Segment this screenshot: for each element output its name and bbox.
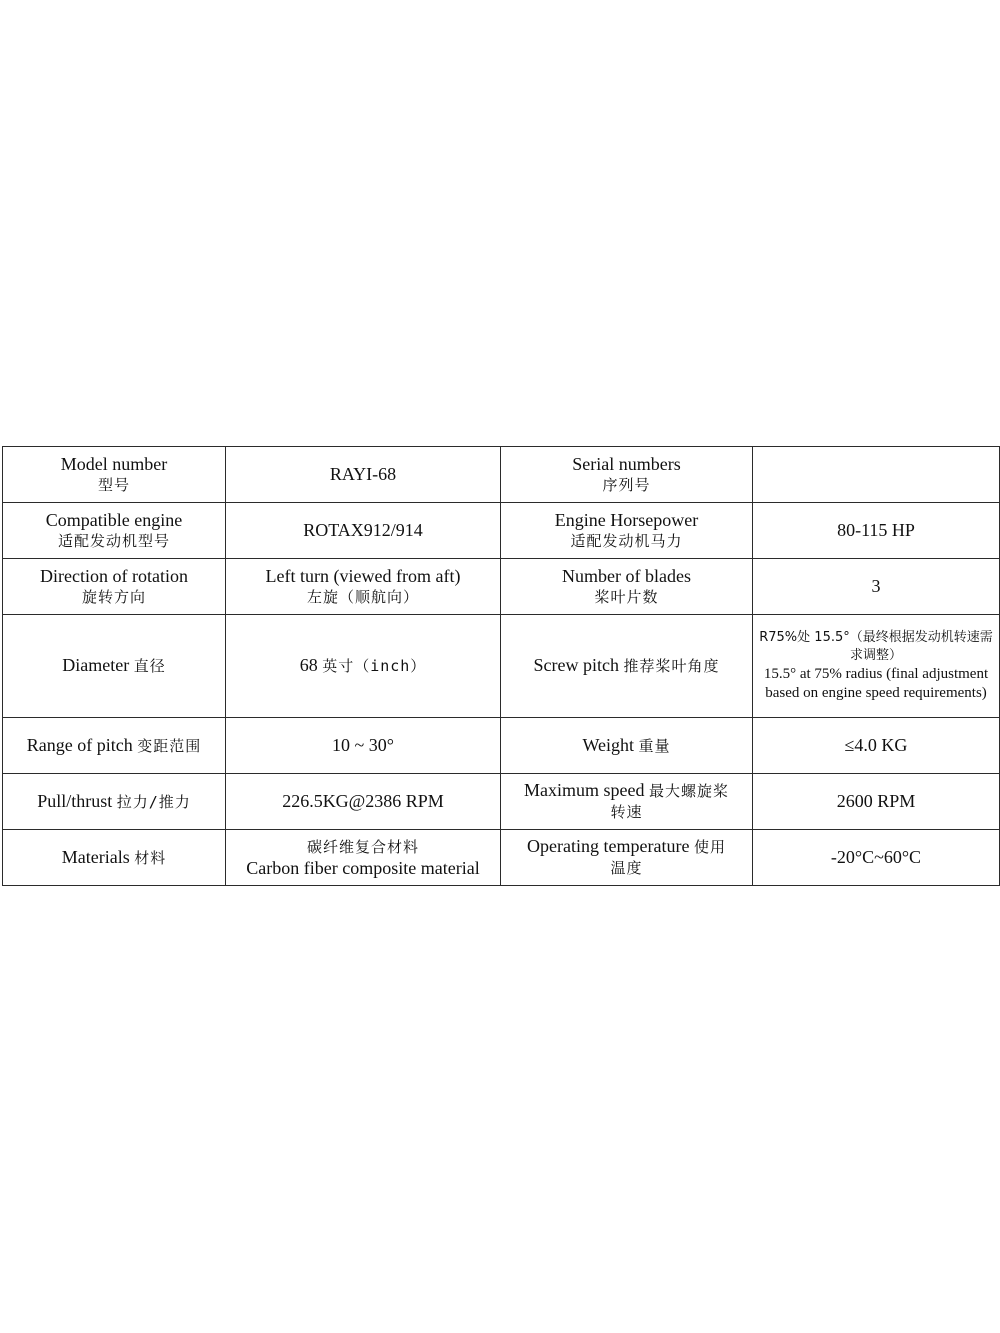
table-cell: [226, 774, 501, 830]
cell-label-en: Maximum speed: [524, 780, 645, 800]
cell-label-zh: 重量: [638, 736, 671, 755]
cell-label-zh: 拉力/推力: [116, 792, 191, 811]
cell-value: 226.5KG@2386 RPM: [282, 791, 444, 811]
table-cell: [3, 503, 226, 559]
cell-value-zh: 左旋（顺航向）: [306, 587, 419, 606]
cell-value-en: 15.5° at 75% radius (final adjustment based on engine speed requirements): [763, 666, 989, 701]
table-cell: [226, 830, 501, 886]
table-row: [3, 559, 1000, 615]
cell-label-en: Number of blades: [562, 565, 691, 586]
table-cell: [226, 615, 501, 718]
table-cell: [3, 718, 226, 774]
cell-value: 80-115 HP: [837, 520, 915, 540]
table-cell: [226, 503, 501, 559]
cell-value: 10 ~ 30°: [332, 735, 394, 755]
table-cell: [753, 447, 1000, 503]
cell-label-zh: 桨叶片数: [594, 587, 659, 606]
table-cell: [3, 774, 226, 830]
table-cell: [3, 830, 226, 886]
table-cell: [753, 774, 1000, 830]
cell-label-en: Direction of rotation: [40, 565, 188, 586]
cell-value: 2600 RPM: [836, 791, 916, 811]
cell-label-en: Materials: [61, 846, 130, 867]
cell-label-zh: 适配发动机马力: [570, 531, 683, 550]
table-cell: [3, 615, 226, 718]
table-row: [3, 615, 1000, 718]
cell-label-zh-cont: 温度: [610, 859, 643, 877]
cell-label-zh: 旋转方向: [81, 587, 146, 606]
cell-value-zh: R75%处 15.5°（最终根据发动机转速需求调整）: [759, 630, 993, 663]
cell-label-zh: 序列号: [602, 475, 651, 494]
table-cell: [501, 447, 753, 503]
cell-value-en: Carbon fiber composite material: [246, 857, 480, 878]
cell-value-en: Left turn (viewed from aft): [265, 565, 461, 586]
cell-value: -20°C~60°C: [830, 847, 922, 867]
table-cell: [753, 559, 1000, 615]
table-row: [3, 830, 1000, 886]
cell-label-en: Screw pitch: [533, 655, 619, 675]
table-cell: [501, 503, 753, 559]
table-cell: [501, 830, 753, 886]
cell-value: ROTAX912/914: [303, 520, 423, 540]
cell-label-zh: 推荐桨叶角度: [623, 657, 720, 675]
cell-label-en: Diameter: [62, 655, 130, 675]
table-cell: [226, 718, 501, 774]
cell-value: ≤4.0 KG: [844, 735, 908, 755]
table-cell: [753, 503, 1000, 559]
cell-value-unit: 英寸（inch）: [322, 657, 427, 675]
table-cell: [226, 559, 501, 615]
cell-label-zh: 使用: [693, 838, 726, 856]
cell-value-zh: 碳纤维复合材料: [306, 837, 419, 856]
table-cell: [501, 718, 753, 774]
cell-value: 3: [871, 576, 881, 596]
cell-label-en: Engine Horsepower: [554, 509, 699, 530]
cell-label-en: Range of pitch: [26, 734, 133, 755]
table-row: [3, 718, 1000, 774]
cell-label-zh: 材料: [134, 848, 167, 867]
table-cell: [753, 830, 1000, 886]
cell-value-num: 68: [299, 655, 318, 675]
cell-label-zh: 型号: [97, 475, 130, 494]
cell-label-en: Compatible engine: [45, 509, 183, 530]
cell-label-zh-cont: 转速: [610, 803, 643, 821]
cell-label-zh: 变距范围: [137, 736, 202, 755]
cell-label-en: Pull/thrust: [37, 790, 113, 811]
table-row: [3, 503, 1000, 559]
cell-label-en: Model number: [60, 453, 168, 474]
cell-label-zh: 直径: [133, 657, 166, 675]
table-cell: [3, 447, 226, 503]
table-cell: [226, 447, 501, 503]
spec-table: [2, 446, 1000, 886]
cell-label-en: Operating temperature: [527, 836, 690, 856]
table-cell: [753, 615, 1000, 718]
table-cell: [501, 559, 753, 615]
table-cell: [501, 615, 753, 718]
cell-label-zh: 最大螺旋桨: [648, 782, 729, 800]
table-cell: [753, 718, 1000, 774]
cell-label-zh: 适配发动机型号: [57, 531, 170, 550]
table-cell: [501, 774, 753, 830]
table-row: [3, 774, 1000, 830]
table-cell: [3, 559, 226, 615]
cell-value: RAYI-68: [329, 464, 397, 484]
table-row: [3, 447, 1000, 503]
cell-label-en: Serial numbers: [572, 453, 681, 474]
cell-label-en: Weight: [582, 734, 635, 755]
